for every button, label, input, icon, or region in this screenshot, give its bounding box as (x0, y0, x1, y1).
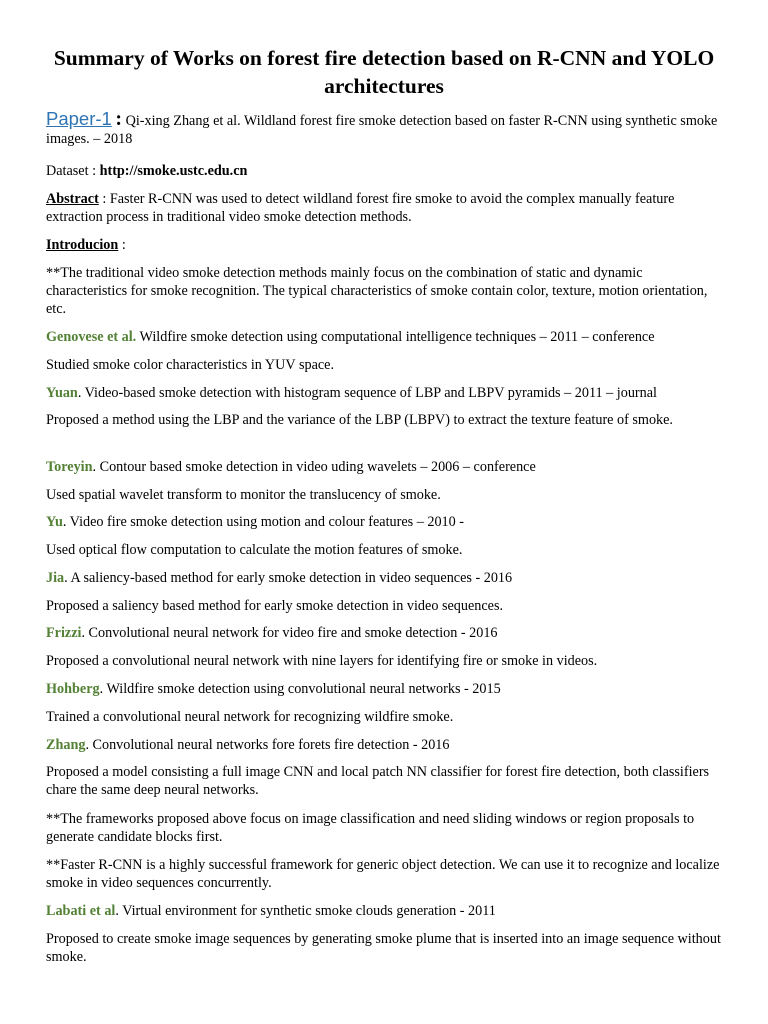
work-summary: Proposed a method using the LBP and the variance of the LBP (LBPV) to extract the texture feature of smoke. (46, 412, 673, 428)
abstract-text: : Faster R-CNN was used to detect wildland forest fire smoke to avoid the complex manually feature extraction process in traditional video smoke detection methods. (46, 191, 675, 225)
work-title: . Contour based smoke detection in video uding wavelets – 2006 – conference (92, 459, 536, 475)
work-summary: Proposed a convolutional neural network with nine layers for identifying fire or smoke in videos. (46, 653, 598, 669)
work-summary: Used optical flow computation to calculate the motion features of smoke. (46, 542, 463, 558)
paper-colon: : (115, 108, 123, 130)
work-reference (46, 384, 726, 402)
work-summary: Used spatial wavelet transform to monitor the translucency of smoke. (46, 487, 441, 503)
work-reference (46, 569, 726, 587)
work-author: Genovese et al. (46, 329, 137, 345)
work-author: Frizzi (46, 625, 82, 641)
work-reference (46, 458, 726, 476)
introduction-colon: : (121, 237, 126, 253)
work-reference (46, 680, 726, 698)
work-title: . Virtual environment for synthetic smoke clouds generation - 2011 (115, 903, 496, 919)
work-reference (46, 736, 726, 754)
work-title: . Video fire smoke detection using motion and colour features – 2010 - (62, 514, 465, 530)
work-summary: Trained a convolutional neural network for recognizing wildfire smoke. (46, 709, 454, 725)
dataset-label: Dataset : (46, 163, 97, 179)
introduction-label: Introducion (46, 237, 119, 253)
abstract-label: Abstract (46, 191, 99, 207)
work-title: . Wildfire smoke detection using convolutional neural networks - 2015 (99, 681, 501, 697)
work-summary: Proposed to create smoke image sequences by generating smoke plume that is inserted into an image sequence without smoke. (46, 931, 721, 965)
note-paragraph: **The traditional video smoke detection methods mainly focus on the combination of static and dynamic characteristics for smoke recognition. The typical characteristics of smoke contain color, texture, motion orientation, etc. (46, 265, 708, 317)
work-author: Jia (46, 570, 65, 586)
work-title: . A saliency-based method for early smoke detection in video sequences - 2016 (64, 570, 513, 586)
work-reference (46, 513, 726, 531)
paper-heading (46, 110, 726, 148)
work-author: Toreyin (46, 459, 93, 475)
work-summary: Proposed a model consisting a full image CNN and local patch NN classifier for forest fire detection, both classifiers chare the same deep neural networks. (46, 764, 710, 798)
work-author: Labati et al (46, 903, 116, 919)
page-title: Summary of Works on forest fire detection based on R-CNN and YOLO architectures (53, 46, 715, 98)
work-author: Yuan (46, 385, 78, 401)
abstract-paragraph (46, 190, 726, 226)
dataset-url: http://smoke.ustc.edu.cn (99, 163, 248, 179)
dataset-line (46, 162, 726, 180)
work-summary: Studied smoke color characteristics in YUV space. (46, 357, 335, 373)
note-paragraph: **The frameworks proposed above focus on image classification and need sliding windows or region proposals to generate candidate blocks first. (46, 811, 695, 845)
note-paragraph: **Faster R-CNN is a highly successful framework for generic object detection. We can use it to recognize and localize smoke in video sequences concurrently. (46, 857, 720, 891)
work-reference (46, 328, 726, 346)
work-author: Hohberg (46, 681, 100, 697)
paper-label: Paper-1 (46, 108, 112, 129)
work-reference (46, 624, 726, 642)
work-title: . Convolutional neural network for video fire and smoke detection - 2016 (81, 625, 498, 641)
work-title: . Video-based smoke detection with histogram sequence of LBP and LBPV pyramids – 2011 – journal (77, 385, 657, 401)
introduction-heading (46, 236, 726, 254)
work-title: . Convolutional neural networks fore forets fire detection - 2016 (85, 737, 450, 753)
work-author: Yu (46, 514, 63, 530)
work-title: Wildfire smoke detection using computational intelligence techniques – 2011 – conference (136, 329, 655, 345)
work-summary: Proposed a saliency based method for early smoke detection in video sequences. (46, 598, 504, 614)
paper-citation: Qi-xing Zhang et al. Wildland forest fire smoke detection based on faster R-CNN using synthetic smoke images. – 2018 (46, 113, 718, 147)
work-author: Zhang (46, 737, 86, 753)
work-reference (46, 902, 726, 920)
